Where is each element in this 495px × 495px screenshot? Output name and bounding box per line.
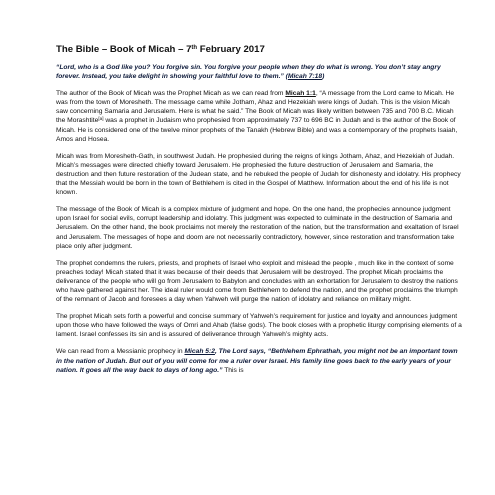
paragraph-messianic-prophecy (56, 347, 462, 374)
paragraph-messianic-text-a: We can read from a Messianic prophecy in (56, 348, 185, 356)
paragraph-condemnation: The prophet condemns the rulers, priests, and prophets of Israel who exploit and mislead the people , much like in the context of some preaches today! Micah stated that it was because of their deeds that Jerusalem will be destroyed. The prophet Micah proclaims the deliverance of the people who will go from Jerusalem to Babylon and concludes with an exhortation for Jerusalem to destroy the nations who have gathered against her. The ideal ruler would come from Bethlehem to defend the nation, and the prophet proclaims the triumph of the remnant of Jacob and foresees a day when Yahweh will purge the nation of idolatry and reliance on military might. (56, 259, 458, 304)
footnote-marker[interactable]: [a] (98, 116, 104, 122)
title-main: The Bible – Book of Micah – 7 (56, 44, 192, 55)
intro-quote-text: “Lord, who is a God like you? You forgive sin. You forgive your people when they do what is wrong. You don’t stay angry forever. Instead, you take delight in showing your faithful love to them.” ( (56, 64, 441, 81)
paragraph-origin: Micah was from Moresheth-Gath, in southwest Judah. He prophesied during the reigns of kings Jotham, Ahaz, and Hezekiah of Judah. Micah’s messages were directed chiefly toward Jerusalem. He prophesied the future destruction of Jerusalem and Samaria, the destruction and then future restoration of the Judean state, and he rebuked the people of Judah for dishonesty and idolatry. His prophecy that the Messiah would be born in the town of Bethlehem is cited in the Gospel of Matthew. Information about the end of his life is not known. (56, 152, 461, 197)
messianic-quote: , The Lord says, “Bethlehem Ephrathah, you might not be an important town in the nation of Judah. But out of you will come for me a ruler over Israel. His family line goes back to the early years of your nation. It goes all the way back to days of long ago.” (56, 348, 458, 374)
intro-quote (56, 63, 462, 81)
title-rest: February 2017 (197, 44, 265, 55)
paragraph-messianic-text-b: This is (222, 366, 244, 374)
document-page (56, 44, 462, 383)
intro-quote-end: ) (322, 73, 325, 81)
paragraph-message: The message of the Book of Micah is a complex mixture of judgment and hope. On the one hand, the prophecies announce judgment upon Israel for social evils, corrupt leadership and idolatry. This judgment was expected to culminate in the destruction of Samaria and Jerusalem. On the other hand, the book proclaims not merely the restoration of the nation, but the transformation and exaltation of Israel and Jerusalem. The messages of hope and doom are not necessarily contradictory, however, since restoration and transformation take place only after judgment. (56, 206, 459, 250)
micah-1-1-reference-link[interactable]: Micah 1:1 (285, 90, 316, 98)
micah-5-2-reference-link[interactable]: Micah 5:2 (184, 348, 215, 356)
title-superscript: th (191, 45, 198, 51)
paragraph-author (56, 89, 462, 144)
paragraph-author-text-c: was a prophet in Judaism who prophesied from approximately 737 to 696 BC in Judah and is the author of the Book of Micah. He is considered one of the twelve minor prophets of the Tanakh (Hebrew Bible) and was a contemporary of the prophets Isaiah, Amos and Hosea. (56, 117, 458, 143)
intro-quote-reference-link[interactable]: Micah 7:18 (287, 73, 323, 81)
document-title (56, 44, 462, 56)
paragraph-author-text-b: , “A message from the Lord came to Micah. He was from the town of Moresheth. The message came while Jotham, Ahaz and Hezekiah were kings of Judah. This is the vision Micah saw concerning Samaria and Jerusalem. Here is what he said.” The Book of Micah was likely written between 735 and 700 B.C. Micah the Morashtite (56, 90, 455, 125)
paragraph-summary: The prophet Micah sets forth a powerful and concise summary of Yahweh’s requirement for justice and loyalty and announces judgment upon those who have followed the ways of Omri and Ahab (false gods). The book closes with a prophetic liturgy comprising elements of a lament. Israel confesses its sin and is assured of deliverance through Yahweh’s mighty acts. (56, 313, 462, 339)
paragraph-author-text-a: The author of the Book of Micah was the Prophet Micah as we can read from (56, 90, 286, 98)
